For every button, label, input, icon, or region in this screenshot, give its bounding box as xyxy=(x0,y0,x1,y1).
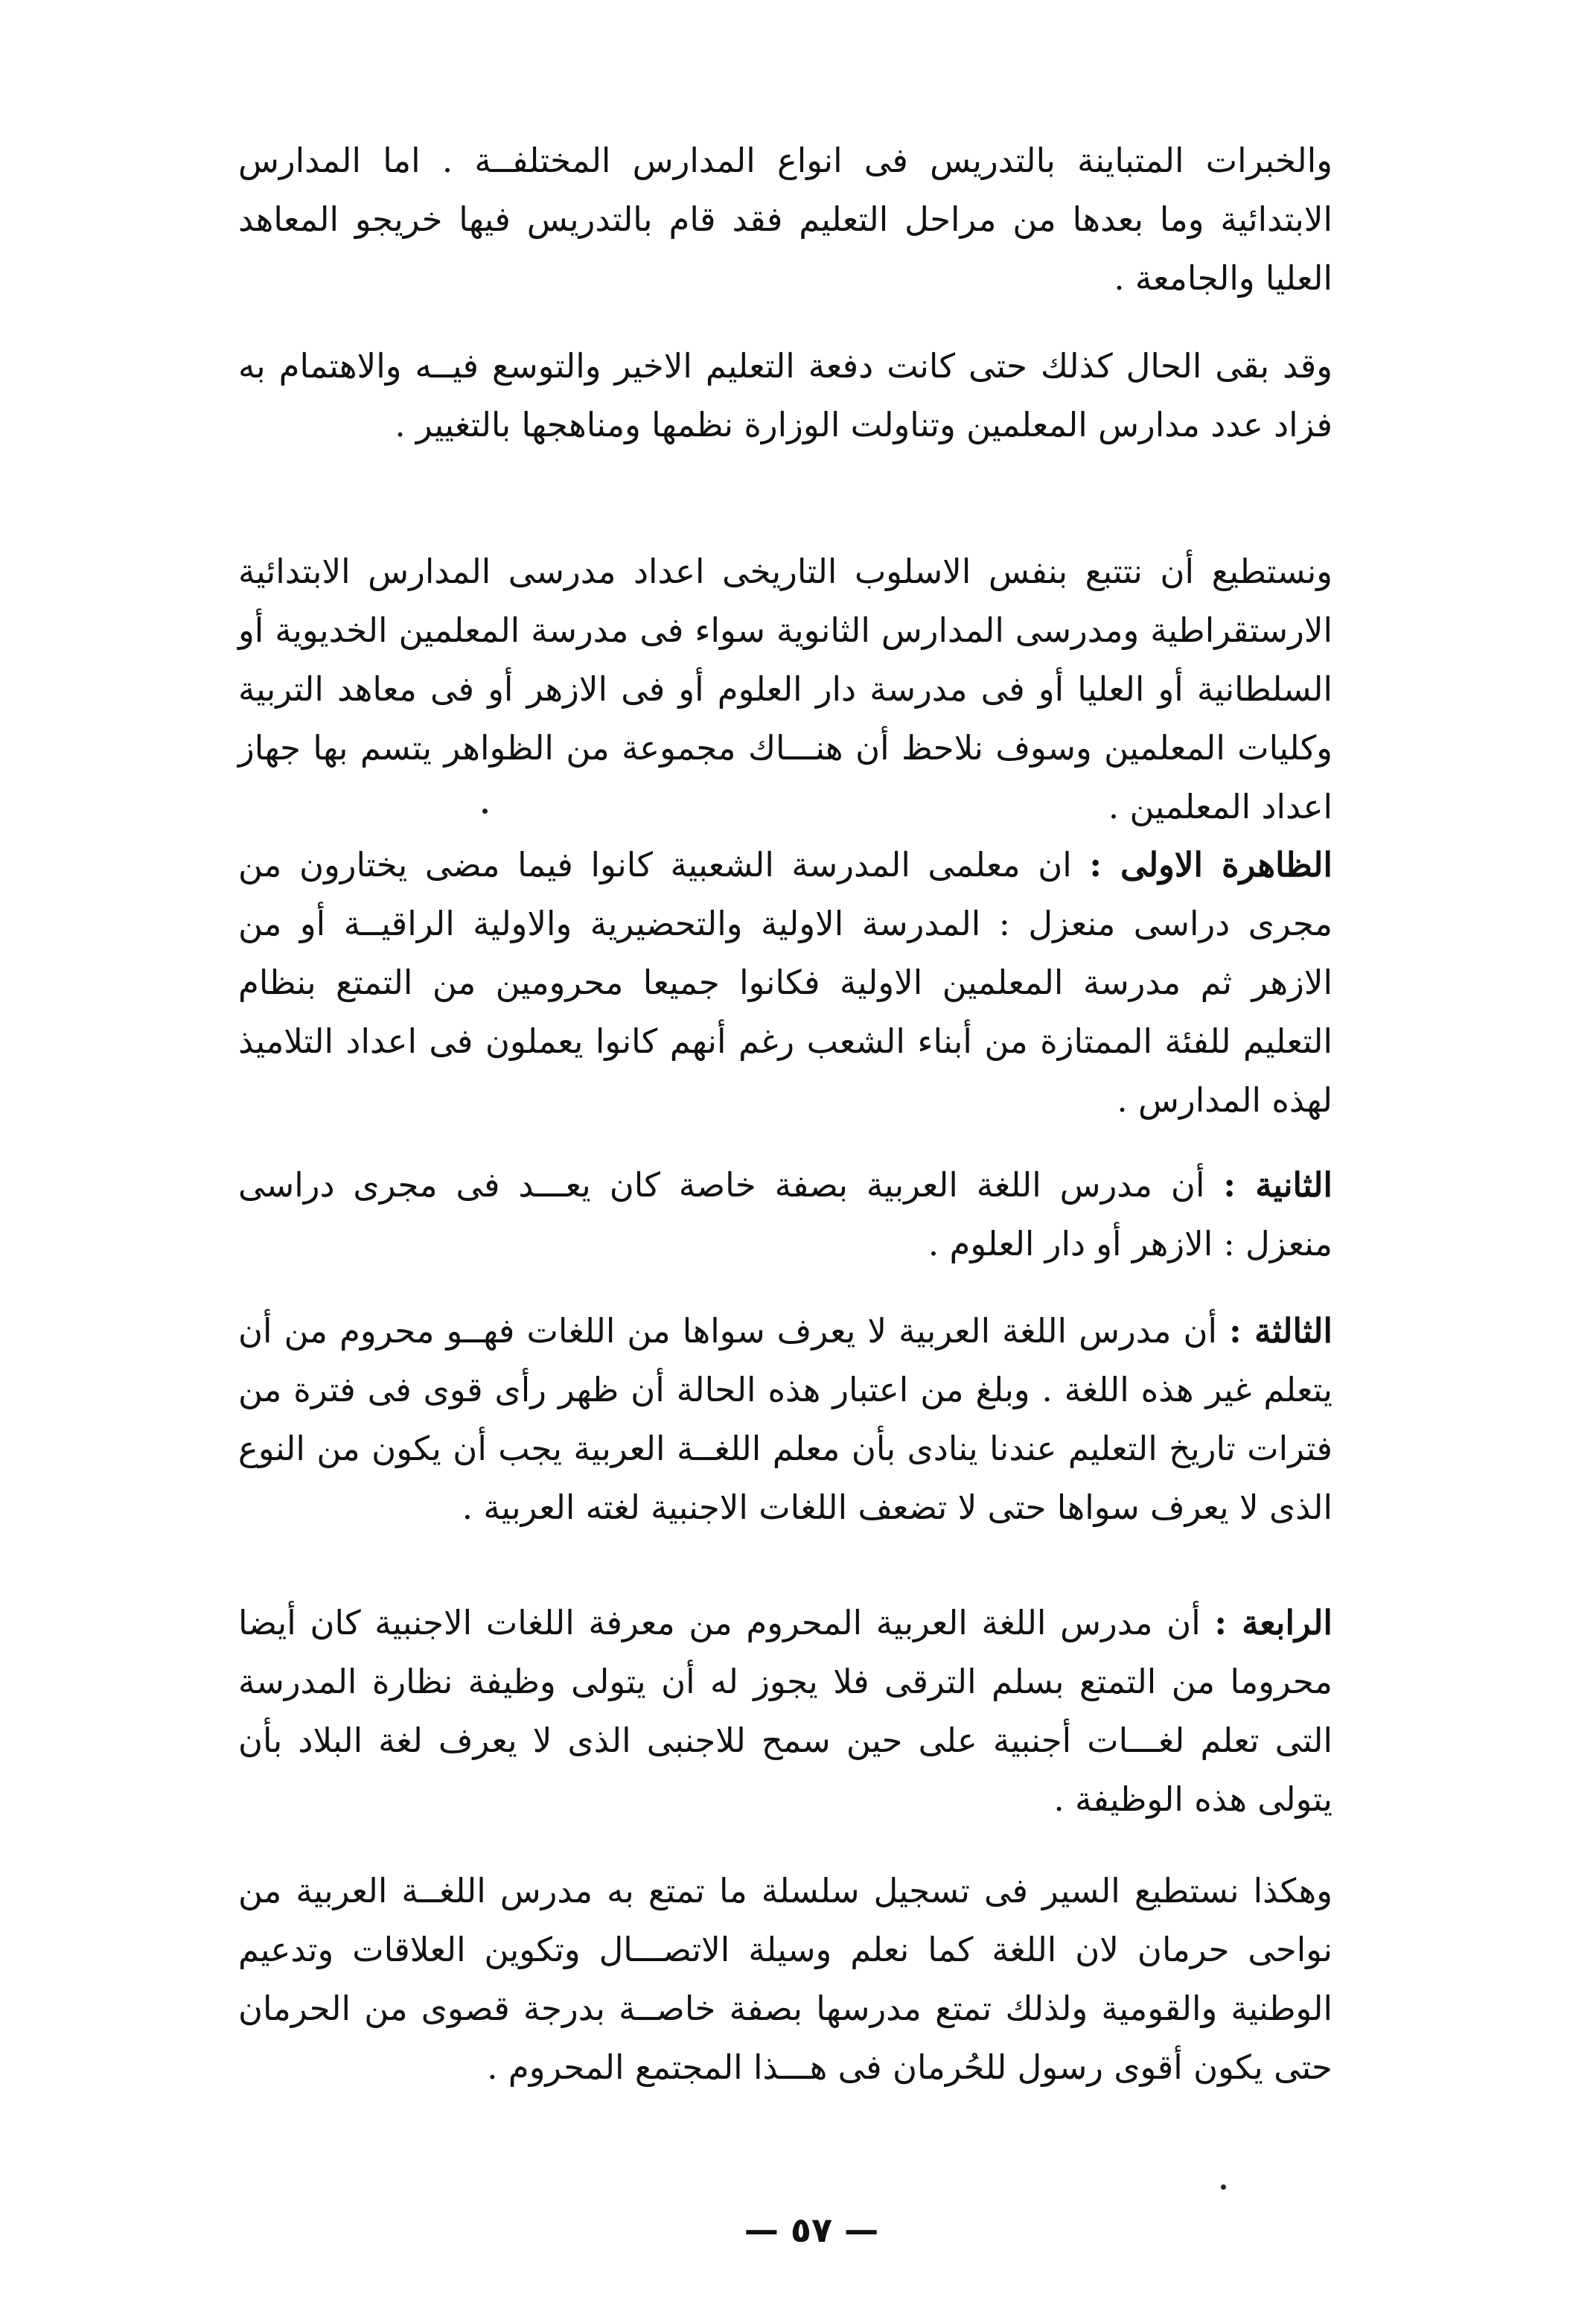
page-number: — ٥٧ — xyxy=(744,2210,879,2250)
paragraph-2: وقد بقى الحال كذلك حتى كانت دفعة التعليم الاخير والتوسع فيــه والاهتمام به فزاد عدد مدارس المعلمين وتناولت الوزارة نظمها ومناهجها بالتغيير . xyxy=(238,346,1332,444)
paragraph-body: أن مدرس اللغة العربية المحروم من معرفة اللغات الاجنبية كان أيضا محروما من التمتع بسلم الترقى فلا يجوز له أن يتولى وظيفة نظارة المدرسة التى تعلم لغـــات أجنبية على حين سمح للاجنبى الذى لا يعرف لغة البلاد بأن يتولى هذه الوظيفة . xyxy=(238,1603,1332,1819)
phenomenon-heading: الرابعة : xyxy=(1214,1603,1332,1642)
paragraph-first-phenomenon xyxy=(238,835,1332,1129)
paragraph-body: أن مدرس اللغة العربية بصفة خاصة كان يعـــد فى مجرى دراسى منعزل : الازهر أو دار العلوم . xyxy=(238,1165,1332,1263)
stray-dot xyxy=(482,809,488,814)
paragraph-body: ان معلمى المدرسة الشعبية كانوا فيما مضى يختارون من مجرى دراسى منعزل : المدرسة الاولية والتحضيرية والاولية الراقيــة أو من الازهر ثم مدرسة المعلمين الاولية فكانوا جميعا محرومين من التمتع بنظام التعليم للفئة الممتازة من أبناء الشعب رغم أنهم كانوا يعملون فى اعداد التلاميذ لهذه المدارس . xyxy=(238,845,1332,1120)
paragraph-1: والخبرات المتباينة بالتدريس فى انواع المدارس المختلفــة . اما المدارس الابتدائية وما بعدها من مراحل التعليم فقد قام بالتدريس فيها خريجو المعاهد العليا والجامعة . xyxy=(238,141,1332,298)
paragraph-second-phenomenon xyxy=(238,1156,1332,1273)
stray-dot xyxy=(1221,2184,1226,2190)
paragraph-conclusion: وهكذا نستطيع السير فى تسجيل سلسلة ما تمتع به مدرس اللغــة العربية من نواحى حرمان لان اللغة كما نعلم وسيلة الاتصـــال وتكوين العلاقات وتدعيم الوطنية والقومية ولذلك تمتع مدرسها بصفة خاصــة بدرجة قصوى من الحرمان حتى يكون أقوى رسول للحُرمان فى هـــذا المجتمع المحروم . xyxy=(238,1871,1332,2087)
phenomenon-heading: الثانية : xyxy=(1223,1165,1332,1205)
phenomenon-heading: الظاهرة الاولى : xyxy=(1089,845,1332,885)
paragraph-third-phenomenon xyxy=(238,1301,1332,1537)
paragraph-fourth-phenomenon xyxy=(238,1593,1332,1829)
phenomenon-heading: الثالثة : xyxy=(1229,1311,1332,1351)
paragraph-body: أن مدرس اللغة العربية لا يعرف سواها من اللغات فهــو محروم من أن يتعلم غير هذه اللغة . وبلغ من اعتبار هذه الحالة أن ظهر رأى قوى فى فترة من فترات تاريخ التعليم عندنا ينادى بأن معلم اللغــة العربية يجب أن يكون من النوع الذى لا يعرف سواها حتى لا تضعف اللغات الاجنبية لغته العربية . xyxy=(238,1311,1332,1527)
paragraph-3: ونستطيع أن نتتبع بنفس الاسلوب التاريخى اعداد مدرسى المدارس الابتدائية الارستقراطية ومدرسى المدارس الثانوية سواء فى مدرسة المعلمين الخديوية أو السلطانية أو العليا أو فى مدرسة دار العلوم أو فى الازهر أو فى معاهد التربية وكليات المعلمين وسوف نلاحظ أن هنـــاك مجموعة من الظواهر يتسم بها جهاز اعداد المعلمين . xyxy=(238,552,1332,826)
